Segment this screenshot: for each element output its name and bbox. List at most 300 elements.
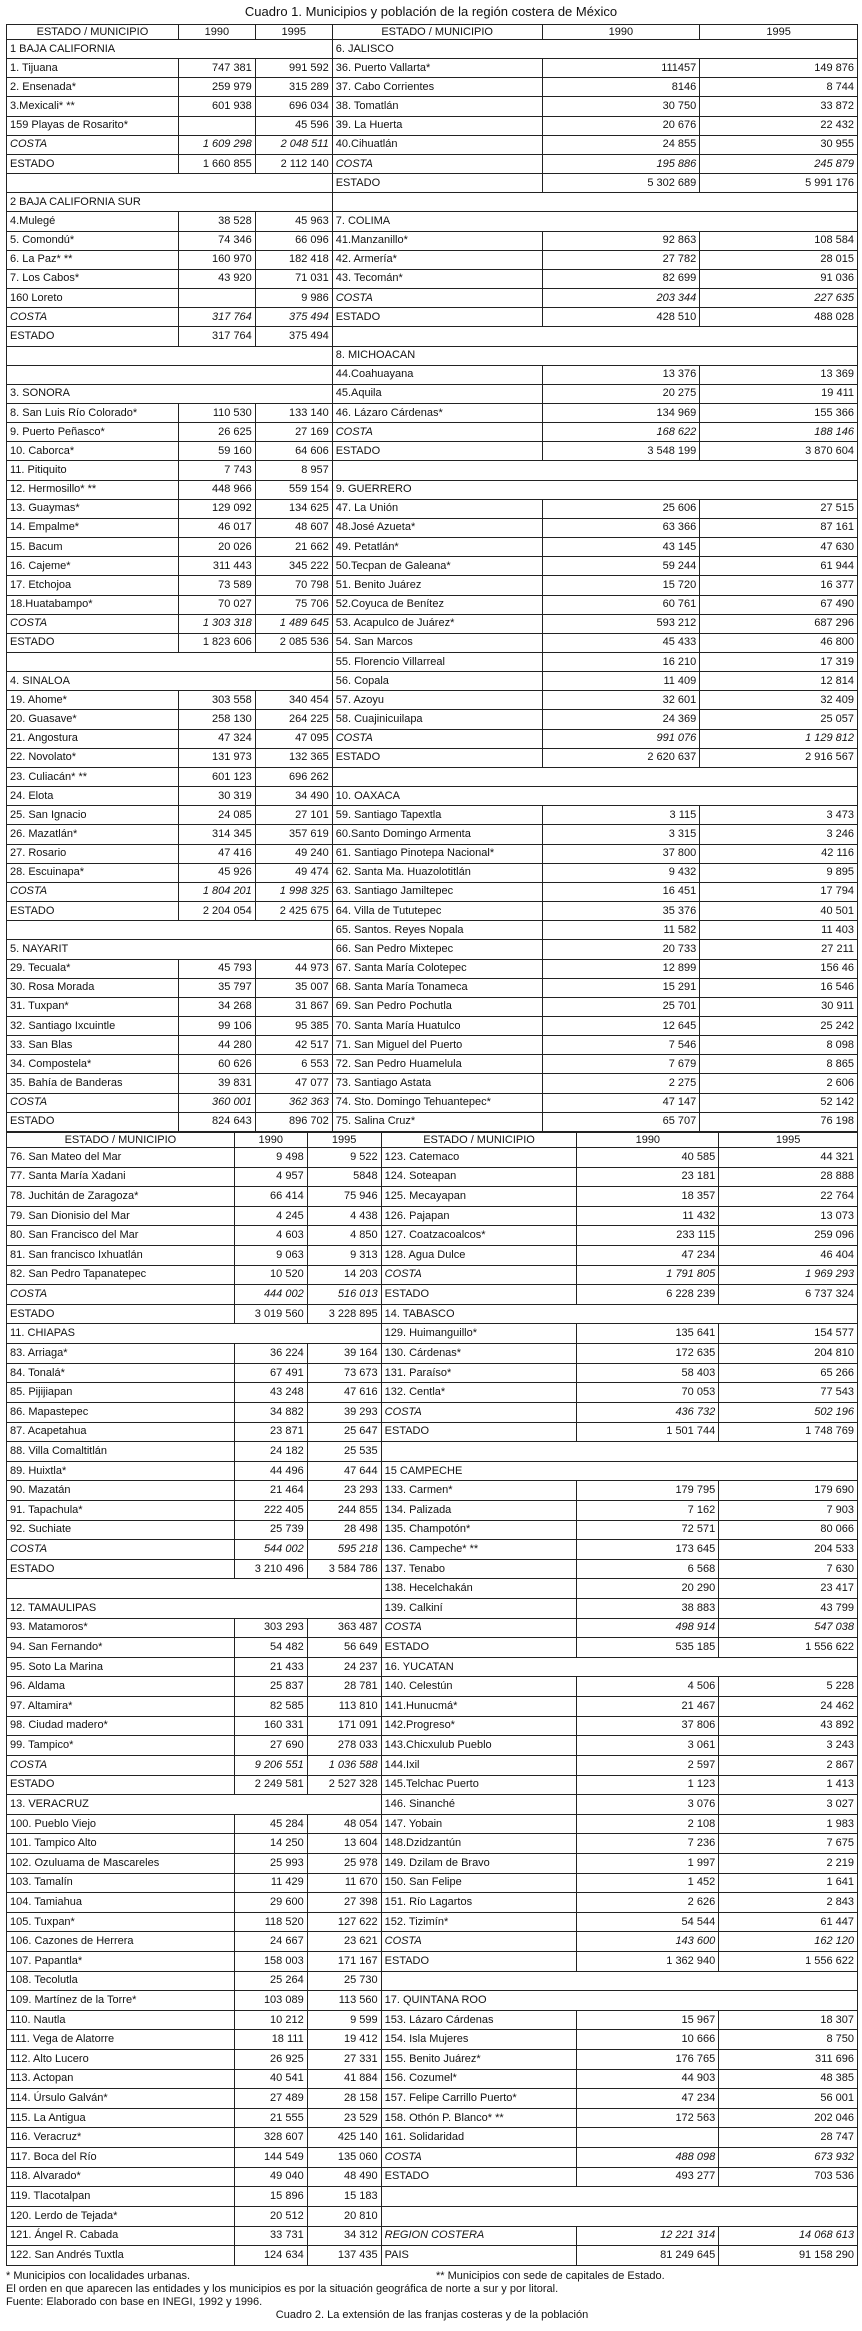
municipio-pop-1990-right: 15 291 <box>542 978 700 997</box>
municipio-name-right: 65. Santos. Reyes Nopala <box>332 921 542 940</box>
municipio-pop-1990-right: 40 585 <box>577 1148 719 1168</box>
municipio-pop-1990-left: 2 204 054 <box>178 902 255 921</box>
municipio-pop-1990-right: 535 185 <box>577 1638 719 1658</box>
municipio-pop-1990-right: 10 666 <box>577 2030 719 2050</box>
header-1990-right: 1990 <box>577 1133 719 1148</box>
municipio-pop-1990-right: 23 181 <box>577 1167 719 1187</box>
municipio-pop-1995-left: 49 474 <box>255 863 332 882</box>
municipio-pop-1995-left: 134 625 <box>255 499 332 518</box>
municipio-pop-1990-left: 131 973 <box>178 748 255 767</box>
municipio-pop-1995-left: 9 522 <box>307 1148 381 1168</box>
municipio-name-right: 125. Mecayapan <box>381 1187 577 1207</box>
table-row <box>7 461 858 480</box>
municipio-pop-1995-right: 32 409 <box>700 691 858 710</box>
municipio-pop-1995-left: 25 647 <box>307 1422 381 1442</box>
empty-cell-left <box>7 921 333 940</box>
costa-pop-1990-right: 168 622 <box>542 423 700 442</box>
table-row <box>7 2206 858 2226</box>
note-order: El orden en que aparecen las entidades y los municipios es por la situación geográfica de norte a sur y por litoral. <box>6 2283 559 2295</box>
municipio-pop-1995-right: 3 870 604 <box>700 442 858 461</box>
municipio-name-left: 77. Santa María Xadani <box>7 1167 235 1187</box>
header-1995-left: 1995 <box>255 25 332 40</box>
municipio-pop-1995-right: 48 385 <box>719 2069 858 2089</box>
municipio-name-right: 56. Copala <box>332 672 542 691</box>
table-row <box>7 1657 858 1677</box>
municipio-pop-1990-left <box>178 116 255 135</box>
costa-pop-1990-left: 1 609 298 <box>178 135 255 154</box>
municipio-pop-1990-right: 2 626 <box>577 1893 719 1913</box>
municipio-pop-1990-right: 13 376 <box>542 365 700 384</box>
municipio-name-right: 57. Azoyu <box>332 691 542 710</box>
municipio-name-left: 100. Pueblo Viejo <box>7 1814 235 1834</box>
municipio-name-right: PAIS <box>381 2246 577 2266</box>
table-row <box>7 978 858 997</box>
table-row <box>7 1074 858 1093</box>
municipio-name-right: 73. Santiago Astata <box>332 1074 542 1093</box>
municipio-pop-1995-left: 48 054 <box>307 1814 381 1834</box>
municipio-name-left: 96. Aldama <box>7 1677 235 1697</box>
municipio-pop-1995-right: 202 046 <box>719 2108 858 2128</box>
table-row <box>7 499 858 518</box>
table-lower <box>6 1132 858 2266</box>
municipio-pop-1990-left: 10 520 <box>234 1265 307 1285</box>
municipio-name-right: 40.Cihuatlán <box>332 135 542 154</box>
municipio-pop-1990-right: 15 720 <box>542 576 700 595</box>
municipio-pop-1995-left: 31 867 <box>255 997 332 1016</box>
costa-name-right: COSTA <box>381 1402 577 1422</box>
municipio-pop-1995-left: 132 365 <box>255 748 332 767</box>
municipio-name-left: 107. Papantla* <box>7 1951 235 1971</box>
municipio-pop-1990-right: 15 967 <box>577 2010 719 2030</box>
municipio-pop-1995-left: 264 225 <box>255 710 332 729</box>
costa-pop-1995-left: 1 998 325 <box>255 882 332 901</box>
table-row <box>7 1716 858 1736</box>
municipio-pop-1995-right: 91 158 290 <box>719 2246 858 2266</box>
municipio-pop-1990-left: 33 731 <box>234 2226 307 2246</box>
table-row <box>7 2089 858 2109</box>
municipio-name-right: 156. Cozumel* <box>381 2069 577 2089</box>
municipio-pop-1995-right: 30 911 <box>700 997 858 1016</box>
municipio-pop-1990-left: 259 979 <box>178 78 255 97</box>
municipio-name-right: 157. Felipe Carrillo Puerto* <box>381 2089 577 2109</box>
municipio-pop-1995-left: 357 619 <box>255 825 332 844</box>
municipio-name-left: 6. La Paz* ** <box>7 250 179 269</box>
municipio-pop-1995-left: 75 706 <box>255 595 332 614</box>
municipio-name-left: 23. Culiacán* ** <box>7 767 179 786</box>
municipio-pop-1990-left: 158 003 <box>234 1951 307 1971</box>
table-row <box>7 2167 858 2187</box>
table-row <box>7 557 858 576</box>
municipio-pop-1990-left: 124 634 <box>234 2246 307 2266</box>
municipio-name-left: 8. San Luis Río Colorado* <box>7 403 179 422</box>
empty-cell-right <box>332 461 857 480</box>
municipio-pop-1990-right: 172 635 <box>577 1344 719 1364</box>
municipio-name-left: 17. Etchojoa <box>7 576 179 595</box>
municipio-name-right: 64. Villa de Tututepec <box>332 902 542 921</box>
state-header-left: 1 BAJA CALIFORNIA <box>7 40 333 59</box>
table-row <box>7 1795 858 1815</box>
municipio-pop-1995-left: 2 527 328 <box>307 1775 381 1795</box>
municipio-name-right: ESTADO <box>381 1951 577 1971</box>
municipio-name-right: ESTADO <box>381 1285 577 1305</box>
municipio-pop-1995-left: 71 031 <box>255 269 332 288</box>
table-row <box>7 1055 858 1074</box>
municipio-name-right: 44.Coahuayana <box>332 365 542 384</box>
municipio-pop-1995-right: 687 296 <box>700 614 858 633</box>
municipio-pop-1990-left: 4 603 <box>234 1226 307 1246</box>
municipio-name-left: 34. Compostela* <box>7 1055 179 1074</box>
municipio-pop-1990-left: 10 212 <box>234 2010 307 2030</box>
municipio-pop-1995-right: 28 015 <box>700 250 858 269</box>
costa-name-left: COSTA <box>7 1093 179 1112</box>
empty-cell-right <box>332 327 857 346</box>
table-row <box>7 691 858 710</box>
municipio-pop-1995-right: 76 198 <box>700 1112 858 1131</box>
municipio-name-right: 66. San Pedro Mixtepec <box>332 940 542 959</box>
municipio-name-left: 160 Loreto <box>7 289 179 308</box>
municipio-pop-1990-right: 47 234 <box>577 2089 719 2109</box>
municipio-pop-1995-left: 244 855 <box>307 1500 381 1520</box>
costa-pop-1995-left: 516 013 <box>307 1285 381 1305</box>
municipio-name-right: 135. Champotón* <box>381 1520 577 1540</box>
table-row <box>7 1442 858 1462</box>
municipio-pop-1995-right: 703 536 <box>719 2167 858 2187</box>
municipio-name-left: 112. Alto Lucero <box>7 2050 235 2070</box>
municipio-name-left: 20. Guasave* <box>7 710 179 729</box>
municipio-name-right: 38. Tomatlán <box>332 97 542 116</box>
municipio-pop-1990-left: 9 498 <box>234 1148 307 1168</box>
municipio-name-right: 52.Coyuca de Benítez <box>332 595 542 614</box>
state-header-left: 2 BAJA CALIFORNIA SUR <box>7 193 333 212</box>
municipio-pop-1995-left: 896 702 <box>255 1112 332 1131</box>
municipio-name-left: 122. San Andrés Tuxtla <box>7 2246 235 2266</box>
municipio-pop-1995-left: 70 798 <box>255 576 332 595</box>
municipio-name-left: 120. Lerdo de Tejada* <box>7 2206 235 2226</box>
municipio-name-left: 4.Mulegé <box>7 212 179 231</box>
table-row <box>7 767 858 786</box>
table-row <box>7 997 858 1016</box>
table-row <box>7 1775 858 1795</box>
municipio-pop-1995-right: 2 606 <box>700 1074 858 1093</box>
municipio-name-right: 51. Benito Juárez <box>332 576 542 595</box>
municipio-pop-1990-left: 47 416 <box>178 844 255 863</box>
municipio-name-left: 12. Hermosillo* ** <box>7 480 179 499</box>
municipio-name-right: ESTADO <box>381 1422 577 1442</box>
municipio-pop-1990-right: 20 290 <box>577 1579 719 1599</box>
municipio-pop-1990-left: 110 530 <box>178 403 255 422</box>
municipio-name-left: ESTADO <box>7 633 179 652</box>
municipio-pop-1995-right: 8 098 <box>700 1036 858 1055</box>
municipio-pop-1990-left: 38 528 <box>178 212 255 231</box>
table-row <box>7 2246 858 2266</box>
municipio-pop-1995-right: 22 764 <box>719 1187 858 1207</box>
municipio-name-left: ESTADO <box>7 154 179 173</box>
municipio-pop-1995-left: 340 454 <box>255 691 332 710</box>
municipio-pop-1990-left: 99 106 <box>178 1016 255 1035</box>
municipio-name-right: 161. Solidaridad <box>381 2128 577 2148</box>
costa-pop-1990-right: 488 098 <box>577 2148 719 2168</box>
municipio-pop-1995-left: 9 313 <box>307 1246 381 1266</box>
municipio-name-right: 129. Huimanguillo* <box>381 1324 577 1344</box>
municipio-pop-1990-right: 3 548 199 <box>542 442 700 461</box>
municipio-pop-1995-right: 155 366 <box>700 403 858 422</box>
municipio-pop-1995-right: 1 556 622 <box>719 1638 858 1658</box>
municipio-pop-1995-right: 311 696 <box>719 2050 858 2070</box>
municipio-pop-1995-right: 18 307 <box>719 2010 858 2030</box>
municipio-name-right: 136. Campeche* ** <box>381 1540 577 1560</box>
municipio-pop-1995-left: 375 494 <box>255 327 332 346</box>
municipio-pop-1995-left: 25 730 <box>307 1971 381 1991</box>
table-row <box>7 1187 858 1207</box>
municipio-pop-1995-left: 2 085 536 <box>255 633 332 652</box>
municipio-pop-1990-right: 2 108 <box>577 1814 719 1834</box>
table-row <box>7 576 858 595</box>
municipio-pop-1995-right: 11 403 <box>700 921 858 940</box>
municipio-pop-1995-right: 16 377 <box>700 576 858 595</box>
municipio-name-right: 149. Dzilam de Bravo <box>381 1853 577 1873</box>
municipio-pop-1990-left: 44 496 <box>234 1461 307 1481</box>
municipio-name-right: 58. Cuajinicuilapa <box>332 710 542 729</box>
municipio-pop-1995-left: 27 101 <box>255 806 332 825</box>
municipio-pop-1990-right: 9 432 <box>542 863 700 882</box>
municipio-pop-1990-left: 82 585 <box>234 1697 307 1717</box>
costa-name-right: COSTA <box>381 1618 577 1638</box>
municipio-pop-1990-right: 37 806 <box>577 1716 719 1736</box>
municipio-name-left: 26. Mazatlán* <box>7 825 179 844</box>
municipio-pop-1995-left: 13 604 <box>307 1834 381 1854</box>
municipio-name-left: 109. Martínez de la Torre* <box>7 1991 235 2011</box>
municipio-pop-1990-right: 27 782 <box>542 250 700 269</box>
municipio-pop-1990-left: 46 017 <box>178 518 255 537</box>
municipio-pop-1995-right: 25 242 <box>700 1016 858 1035</box>
municipio-name-right: 62. Santa Ma. Huazolotitlán <box>332 863 542 882</box>
municipio-name-right: 154. Isla Mujeres <box>381 2030 577 2050</box>
municipio-name-right: 46. Lázaro Cárdenas* <box>332 403 542 422</box>
municipio-pop-1990-left: 36 224 <box>234 1344 307 1364</box>
municipio-pop-1995-right: 8 744 <box>700 78 858 97</box>
empty-cell-left <box>7 1579 382 1599</box>
municipio-pop-1990-left: 74 346 <box>178 231 255 250</box>
costa-pop-1995-left: 1 489 645 <box>255 614 332 633</box>
municipio-pop-1995-left: 113 560 <box>307 1991 381 2011</box>
municipio-pop-1995-right: 259 096 <box>719 1226 858 1246</box>
municipio-pop-1990-right: 16 451 <box>542 882 700 901</box>
table-row <box>7 1422 858 1442</box>
table-row <box>7 2108 858 2128</box>
municipio-pop-1995-right: 8 750 <box>719 2030 858 2050</box>
table-row <box>7 59 858 78</box>
table-row <box>7 1971 858 1991</box>
state-header-left: 4. SINALOA <box>7 672 333 691</box>
municipio-pop-1990-right: 59 244 <box>542 557 700 576</box>
municipio-pop-1995-right: 33 872 <box>700 97 858 116</box>
municipio-pop-1995-left: 25 535 <box>307 1442 381 1462</box>
empty-cell-left <box>7 174 333 193</box>
municipio-name-left: 103. Tamalín <box>7 1873 235 1893</box>
table-row <box>7 614 858 633</box>
costa-pop-1990-left: 9 206 551 <box>234 1755 307 1775</box>
table-row <box>7 193 858 212</box>
table-row <box>7 1016 858 1035</box>
table-row <box>7 518 858 537</box>
municipio-name-right: ESTADO <box>332 442 542 461</box>
municipio-pop-1990-left: 303 293 <box>234 1618 307 1638</box>
municipio-name-left: 9. Puerto Peñasco* <box>7 423 179 442</box>
state-header-right: 16. YUCATAN <box>381 1657 857 1677</box>
municipio-name-right: 130. Cárdenas* <box>381 1344 577 1364</box>
empty-cell-right <box>381 2187 857 2207</box>
municipio-pop-1990-left: 21 464 <box>234 1481 307 1501</box>
municipio-name-right: 43. Tecomán* <box>332 269 542 288</box>
municipio-name-left: 117. Boca del Río <box>7 2148 235 2168</box>
municipio-name-left: 119. Tlacotalpan <box>7 2187 235 2207</box>
table-row <box>7 2187 858 2207</box>
header-estado-municipio-left: ESTADO / MUNICIPIO <box>7 1133 235 1148</box>
municipio-pop-1990-left: 3 210 496 <box>234 1559 307 1579</box>
table-row <box>7 1265 858 1285</box>
municipio-name-right: 47. La Unión <box>332 499 542 518</box>
empty-cell-right <box>381 2206 857 2226</box>
municipio-pop-1990-left: 317 764 <box>178 327 255 346</box>
municipio-pop-1990-right: 2 275 <box>542 1074 700 1093</box>
municipio-pop-1995-right: 7 630 <box>719 1559 858 1579</box>
costa-pop-1990-right: 991 076 <box>542 729 700 748</box>
municipio-pop-1990-left: 34 268 <box>178 997 255 1016</box>
table-row <box>7 1304 858 1324</box>
municipio-pop-1990-left: 3 019 560 <box>234 1304 307 1324</box>
municipio-name-right: 155. Benito Juárez* <box>381 2050 577 2070</box>
municipio-pop-1995-right: 43 799 <box>719 1599 858 1619</box>
table-row <box>7 1167 858 1187</box>
municipio-pop-1995-left: 49 240 <box>255 844 332 863</box>
table-row <box>7 653 858 672</box>
municipio-name-right: 68. Santa María Tonameca <box>332 978 542 997</box>
municipio-name-left: 87. Acapetahua <box>7 1422 235 1442</box>
table-row <box>7 1873 858 1893</box>
municipio-pop-1995-left: 42 517 <box>255 1036 332 1055</box>
municipio-name-right: 63. Santiago Jamiltepec <box>332 882 542 901</box>
municipio-pop-1995-left: 41 884 <box>307 2069 381 2089</box>
municipio-pop-1995-right: 44 321 <box>719 1148 858 1168</box>
table-row <box>7 1814 858 1834</box>
table-row <box>7 2050 858 2070</box>
municipio-pop-1990-left: 160 331 <box>234 1716 307 1736</box>
municipio-name-right: 158. Othón P. Blanco* ** <box>381 2108 577 2128</box>
municipio-pop-1995-right: 3 473 <box>700 806 858 825</box>
municipio-pop-1990-right: 92 863 <box>542 231 700 250</box>
municipio-pop-1990-right: 25 606 <box>542 499 700 518</box>
municipio-pop-1995-left: 113 810 <box>307 1697 381 1717</box>
costa-name-right: REGION COSTERA <box>381 2226 577 2246</box>
table-row <box>7 308 858 327</box>
municipio-pop-1995-left: 23 621 <box>307 1932 381 1952</box>
municipio-name-left: 97. Altamira* <box>7 1697 235 1717</box>
table-row <box>7 806 858 825</box>
costa-pop-1995-right: 227 635 <box>700 289 858 308</box>
costa-name-left: COSTA <box>7 882 179 901</box>
municipio-pop-1995-right: 12 814 <box>700 672 858 691</box>
municipio-pop-1990-right: 2 597 <box>577 1755 719 1775</box>
municipio-name-left: 10. Caborca* <box>7 442 179 461</box>
municipio-pop-1990-left: 45 926 <box>178 863 255 882</box>
municipio-name-right: 148.Dzidzantún <box>381 1834 577 1854</box>
municipio-name-left: 5. Comondú* <box>7 231 179 250</box>
municipio-pop-1990-left: 23 871 <box>234 1422 307 1442</box>
costa-name-right: COSTA <box>332 423 542 442</box>
table-row <box>7 1736 858 1756</box>
next-table-caption: Cuadro 2. La extensión de las franjas costeras y de la población <box>275 2309 589 2321</box>
costa-name-right: COSTA <box>381 1265 577 1285</box>
municipio-pop-1995-left: 3 228 895 <box>307 1304 381 1324</box>
municipio-name-left: 115. La Antigua <box>7 2108 235 2128</box>
municipio-name-left: 114. Úrsulo Galván* <box>7 2089 235 2109</box>
municipio-pop-1990-left: 29 600 <box>234 1893 307 1913</box>
municipio-pop-1995-right: 17 319 <box>700 653 858 672</box>
municipio-name-right: ESTADO <box>381 2167 577 2187</box>
municipio-name-left: 84. Tonalá* <box>7 1363 235 1383</box>
municipio-pop-1995-left: 425 140 <box>307 2128 381 2148</box>
municipio-pop-1990-left: 9 063 <box>234 1246 307 1266</box>
municipio-name-right: 75. Salina Cruz* <box>332 1112 542 1131</box>
costa-pop-1995-right: 1 129 812 <box>700 729 858 748</box>
municipio-pop-1990-right: 20 275 <box>542 384 700 403</box>
table-row <box>7 1834 858 1854</box>
municipio-name-left: 2. Ensenada* <box>7 78 179 97</box>
municipio-pop-1990-right: 63 366 <box>542 518 700 537</box>
municipio-pop-1995-right: 7 903 <box>719 1500 858 1520</box>
municipio-pop-1995-right: 22 432 <box>700 116 858 135</box>
municipio-pop-1990-right: 58 403 <box>577 1363 719 1383</box>
municipio-pop-1990-right: 172 563 <box>577 2108 719 2128</box>
table-row <box>7 480 858 499</box>
table-row <box>7 2148 858 2168</box>
municipio-pop-1995-left: 23 529 <box>307 2108 381 2128</box>
municipio-pop-1995-right: 77 543 <box>719 1383 858 1403</box>
header-estado-municipio-right: ESTADO / MUNICIPIO <box>332 25 542 40</box>
table-row <box>7 1893 858 1913</box>
municipio-name-left: 102. Ozuluama de Mascareles <box>7 1853 235 1873</box>
municipio-pop-1990-right: 44 903 <box>577 2069 719 2089</box>
municipio-pop-1995-right: 43 892 <box>719 1716 858 1736</box>
municipio-pop-1990-right: 11 432 <box>577 1206 719 1226</box>
municipio-pop-1995-left: 48 490 <box>307 2167 381 2187</box>
header-1990-left: 1990 <box>178 25 255 40</box>
table-row <box>7 174 858 193</box>
municipio-pop-1995-left: 4 438 <box>307 1206 381 1226</box>
municipio-pop-1995-left: 345 222 <box>255 557 332 576</box>
municipio-pop-1990-left: 60 626 <box>178 1055 255 1074</box>
municipio-pop-1995-right: 3 243 <box>719 1736 858 1756</box>
municipio-pop-1995-left: 44 973 <box>255 959 332 978</box>
municipio-name-right: 49. Petatlán* <box>332 538 542 557</box>
municipio-pop-1995-left: 171 167 <box>307 1951 381 1971</box>
municipio-pop-1990-left: 59 160 <box>178 442 255 461</box>
municipio-pop-1995-right: 2 916 567 <box>700 748 858 767</box>
municipio-pop-1990-right: 6 568 <box>577 1559 719 1579</box>
municipio-name-left: 81. San francisco Ixhuatlán <box>7 1246 235 1266</box>
municipio-pop-1990-left: 258 130 <box>178 710 255 729</box>
table-row <box>7 1285 858 1305</box>
municipio-pop-1995-right: 46 800 <box>700 633 858 652</box>
municipio-name-right: 53. Acapulco de Juárez* <box>332 614 542 633</box>
municipio-pop-1995-right: 40 501 <box>700 902 858 921</box>
municipio-name-right: 140. Celestún <box>381 1677 577 1697</box>
table-row <box>7 78 858 97</box>
municipio-pop-1995-right: 28 747 <box>719 2128 858 2148</box>
table-row <box>7 212 858 231</box>
empty-cell-left <box>7 346 333 365</box>
costa-pop-1995-right: 673 932 <box>719 2148 858 2168</box>
